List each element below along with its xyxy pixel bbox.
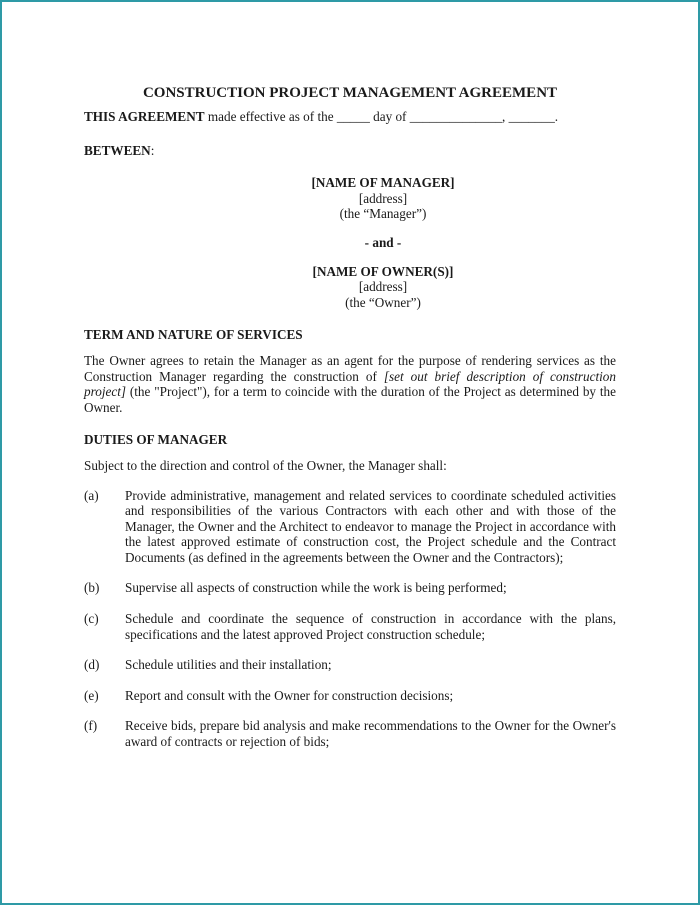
duty-label: (b): [84, 580, 100, 596]
term-paragraph: [84, 353, 616, 415]
duty-text: Schedule utilities and their installation;: [125, 657, 332, 673]
duty-text: Schedule and coordinate the sequence of construction in accordance with the plans, specifications and the latest approved Project construction schedule;: [125, 611, 616, 642]
between-label: BETWEEN: [84, 142, 151, 158]
document-title: CONSTRUCTION PROJECT MANAGEMENT AGREEMENT: [142, 85, 558, 101]
duty-label: (e): [84, 687, 99, 703]
document-page: [84, 84, 616, 765]
duty-label: (d): [84, 657, 100, 673]
agreement-intro: [84, 109, 616, 125]
duty-label: (c): [84, 611, 99, 627]
intro-lead: THIS AGREEMENT: [84, 109, 205, 124]
owner-block: [150, 264, 616, 311]
term-text-after: (the "Project"), for a term to coincide with the duration of the Project as determined by the Owner.: [84, 384, 616, 415]
duties-lead: Subject to the direction and control of the Owner, the Manager shall:: [84, 457, 447, 473]
manager-name: [NAME OF MANAGER]: [311, 175, 455, 191]
manager-alias: (the “Manager”): [339, 206, 427, 222]
duty-text: Supervise all aspects of construction while the work is being performed;: [125, 580, 507, 596]
owner-address: [address]: [358, 279, 408, 295]
duty-item: [84, 611, 616, 642]
duty-text: Provide administrative, management and related services to coordinate scheduled activities and responsibilities of the various Contractors with each other and with those of the Manager, the Owner and the Architect to endeavor to manage the Project in accordance with the latest approved estimate of construction cost, the Project schedule and the Contract Documents (as defined in the agreements between the Owner and the Contractors);: [125, 487, 616, 565]
duty-text: Report and consult with the Owner for construction decisions;: [125, 687, 454, 703]
duty-item: [84, 580, 616, 596]
term-heading: TERM AND NATURE OF SERVICES: [84, 327, 303, 343]
duty-item: [84, 488, 616, 566]
duty-item: [84, 688, 616, 704]
manager-address: [address]: [358, 190, 408, 206]
term-text-italic: [set out brief description of construction project]: [84, 368, 616, 400]
duty-item: [84, 718, 616, 749]
intro-rest: made effective as of the _____ day of ______________, _______.: [204, 109, 559, 124]
term-text-before: The Owner agrees to retain the Manager as an agent for the purpose of rendering services as the Construction Manager regarding the construction of: [84, 352, 616, 384]
duty-text: Receive bids, prepare bid analysis and make recommendations to the Owner for the Owner's award of contracts or rejection of bids;: [125, 718, 616, 750]
duty-item: [84, 657, 616, 673]
between-heading: [84, 143, 616, 159]
duty-label: (a): [84, 487, 99, 503]
between-colon: :: [150, 142, 155, 158]
duties-heading: DUTIES OF MANAGER: [84, 432, 228, 448]
owner-alias: (the “Owner”): [345, 294, 421, 310]
and-separator: - and -: [364, 234, 402, 250]
manager-block: [150, 175, 616, 222]
owner-name: [NAME OF OWNER(S)]: [312, 263, 454, 279]
duty-label: (f): [84, 718, 98, 734]
